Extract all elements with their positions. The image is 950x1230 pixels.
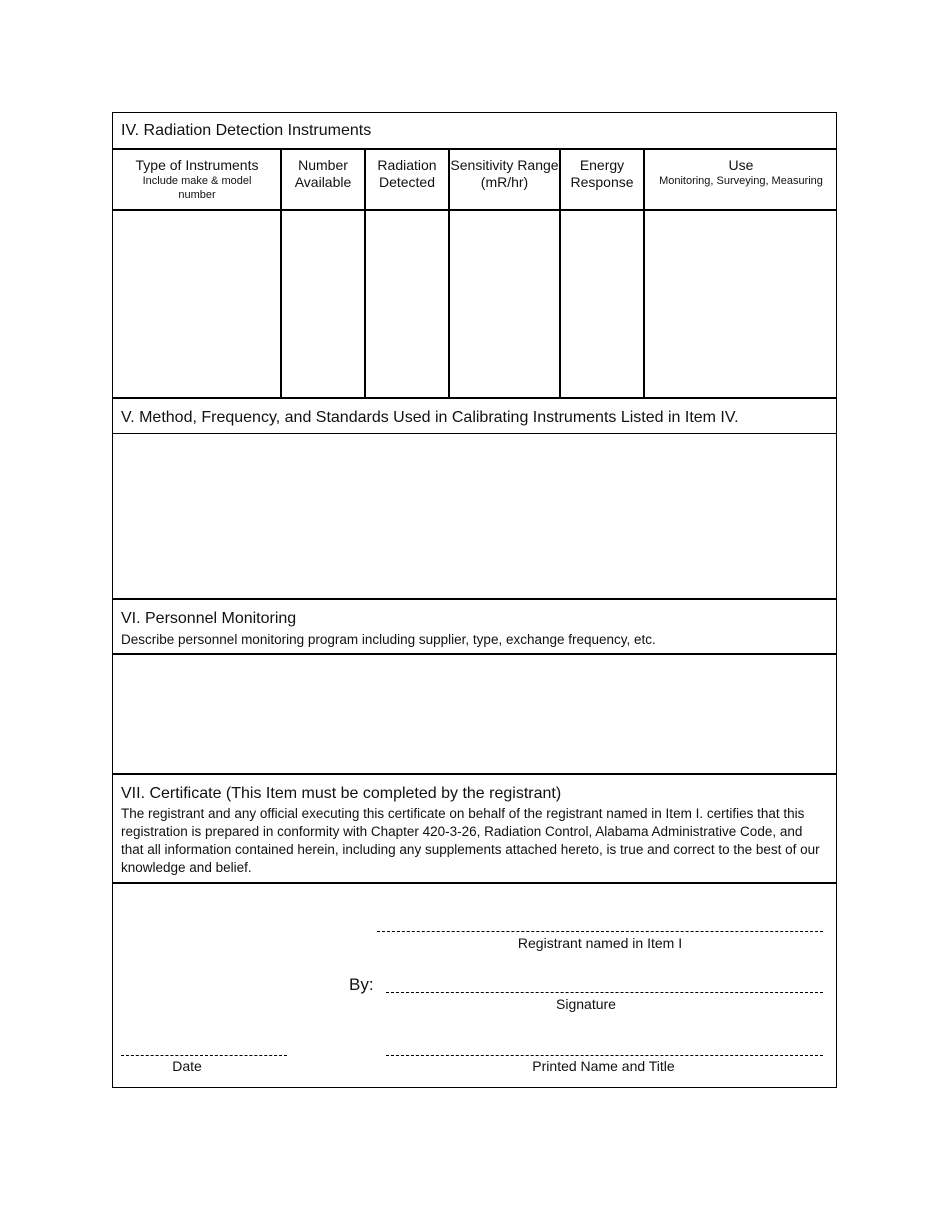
by-label: By: — [349, 975, 374, 994]
date-line[interactable] — [121, 1055, 287, 1056]
section-v-title: V. Method, Frequency, and Standards Used in Calibrating Instruments Listed in Item IV. — [121, 409, 739, 426]
divider — [113, 882, 836, 884]
section-vi-title: VI. Personnel Monitoring — [121, 610, 297, 627]
date-label: Date — [172, 1058, 202, 1074]
column-header-type: Type of Instruments Include make & model number — [135, 157, 259, 201]
section-vi-description: Describe personnel monitoring program including supplier, type, exchange frequency, etc. — [121, 632, 656, 647]
divider — [113, 773, 836, 775]
column-divider — [559, 149, 561, 398]
column-header-use: Use Monitoring, Surveying, Measuring — [659, 157, 823, 187]
registration-form — [112, 112, 837, 1088]
column-divider — [448, 149, 450, 398]
signature-line[interactable] — [386, 992, 823, 993]
divider — [113, 653, 836, 655]
divider — [113, 209, 836, 211]
registrant-line[interactable] — [377, 931, 823, 932]
column-divider — [643, 149, 645, 398]
column-header-sensitivity: Sensitivity Range (mR/hr) — [450, 157, 559, 190]
column-header-energy: Energy Response — [570, 157, 634, 190]
column-divider — [364, 149, 366, 398]
section-vii-title: VII. Certificate (This Item must be completed by the registrant) — [121, 785, 562, 802]
signature-label: Signature — [556, 996, 616, 1012]
column-header-radiation: Radiation Detected — [377, 157, 437, 190]
divider — [113, 598, 836, 600]
registrant-label: Registrant named in Item I — [517, 935, 683, 951]
section-vii-description: The registrant and any official executing this certificate on behalf of the registrant named in Item I. certifies that this registration is prepared in conformity with Chapter 420-3-26, Radiation Control, Alabama Administrative Code, and that all information contained herein, including any supplements attached hereto, is true and correct to the best of our knowledge and belief. — [121, 806, 820, 875]
column-header-number: Number Available — [294, 157, 352, 190]
divider — [113, 397, 836, 399]
divider — [113, 433, 836, 434]
printed-name-label: Printed Name and Title — [532, 1058, 675, 1074]
column-divider — [280, 149, 282, 398]
printed-name-line[interactable] — [386, 1055, 823, 1056]
section-iv-title: IV. Radiation Detection Instruments — [121, 122, 372, 139]
